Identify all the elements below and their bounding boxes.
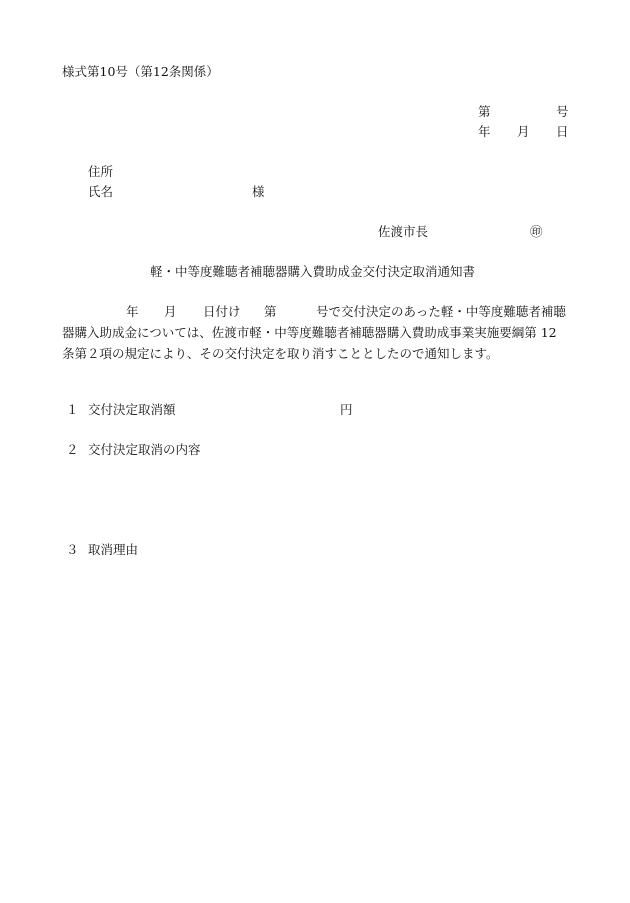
body-month-label: 月 <box>164 304 177 319</box>
address-label: 住所 <box>88 164 114 179</box>
date-day-label: 日 <box>556 124 569 139</box>
item-1-label: 交付決定取消額 <box>88 402 176 417</box>
form-header: 様式第10号（第12条関係） <box>62 64 219 79</box>
body-line1-text: 号で交付決定のあった軽・中等度難聴者補聴 <box>316 304 566 319</box>
body-line2-text: 器購入助成金については、佐渡市軽・中等度難聴者補聴器購入費助成事業実施要綱第 12 <box>62 325 557 340</box>
item-3-label: 取消理由 <box>88 542 139 557</box>
issuer-title: 佐渡市長 <box>378 224 429 239</box>
ref-number-suffix: 号 <box>556 104 569 119</box>
item-1-unit-yen: 円 <box>340 402 353 417</box>
honorific-sama: 様 <box>252 184 265 199</box>
document-title: 軽・中等度難聴者補聴器購入費助成金交付決定取消通知書 <box>150 264 476 279</box>
ref-number-prefix: 第 <box>478 104 491 119</box>
name-label: 氏名 <box>88 184 114 199</box>
date-month-label: 月 <box>517 124 530 139</box>
body-year-label: 年 <box>126 304 139 319</box>
item-1-number: １ <box>66 402 79 417</box>
body-dated-label: 日付け <box>203 304 241 319</box>
body-line3-text: 条第２項の規定により、その交付決定を取り消すこととしたので通知します。 <box>62 346 499 361</box>
item-3-number: ３ <box>66 542 79 557</box>
item-2-label: 交付決定取消の内容 <box>88 442 201 457</box>
seal-mark: ㊞ <box>530 224 543 239</box>
item-2-number: ２ <box>66 442 79 457</box>
body-number-prefix: 第 <box>264 304 277 319</box>
date-year-label: 年 <box>478 124 491 139</box>
